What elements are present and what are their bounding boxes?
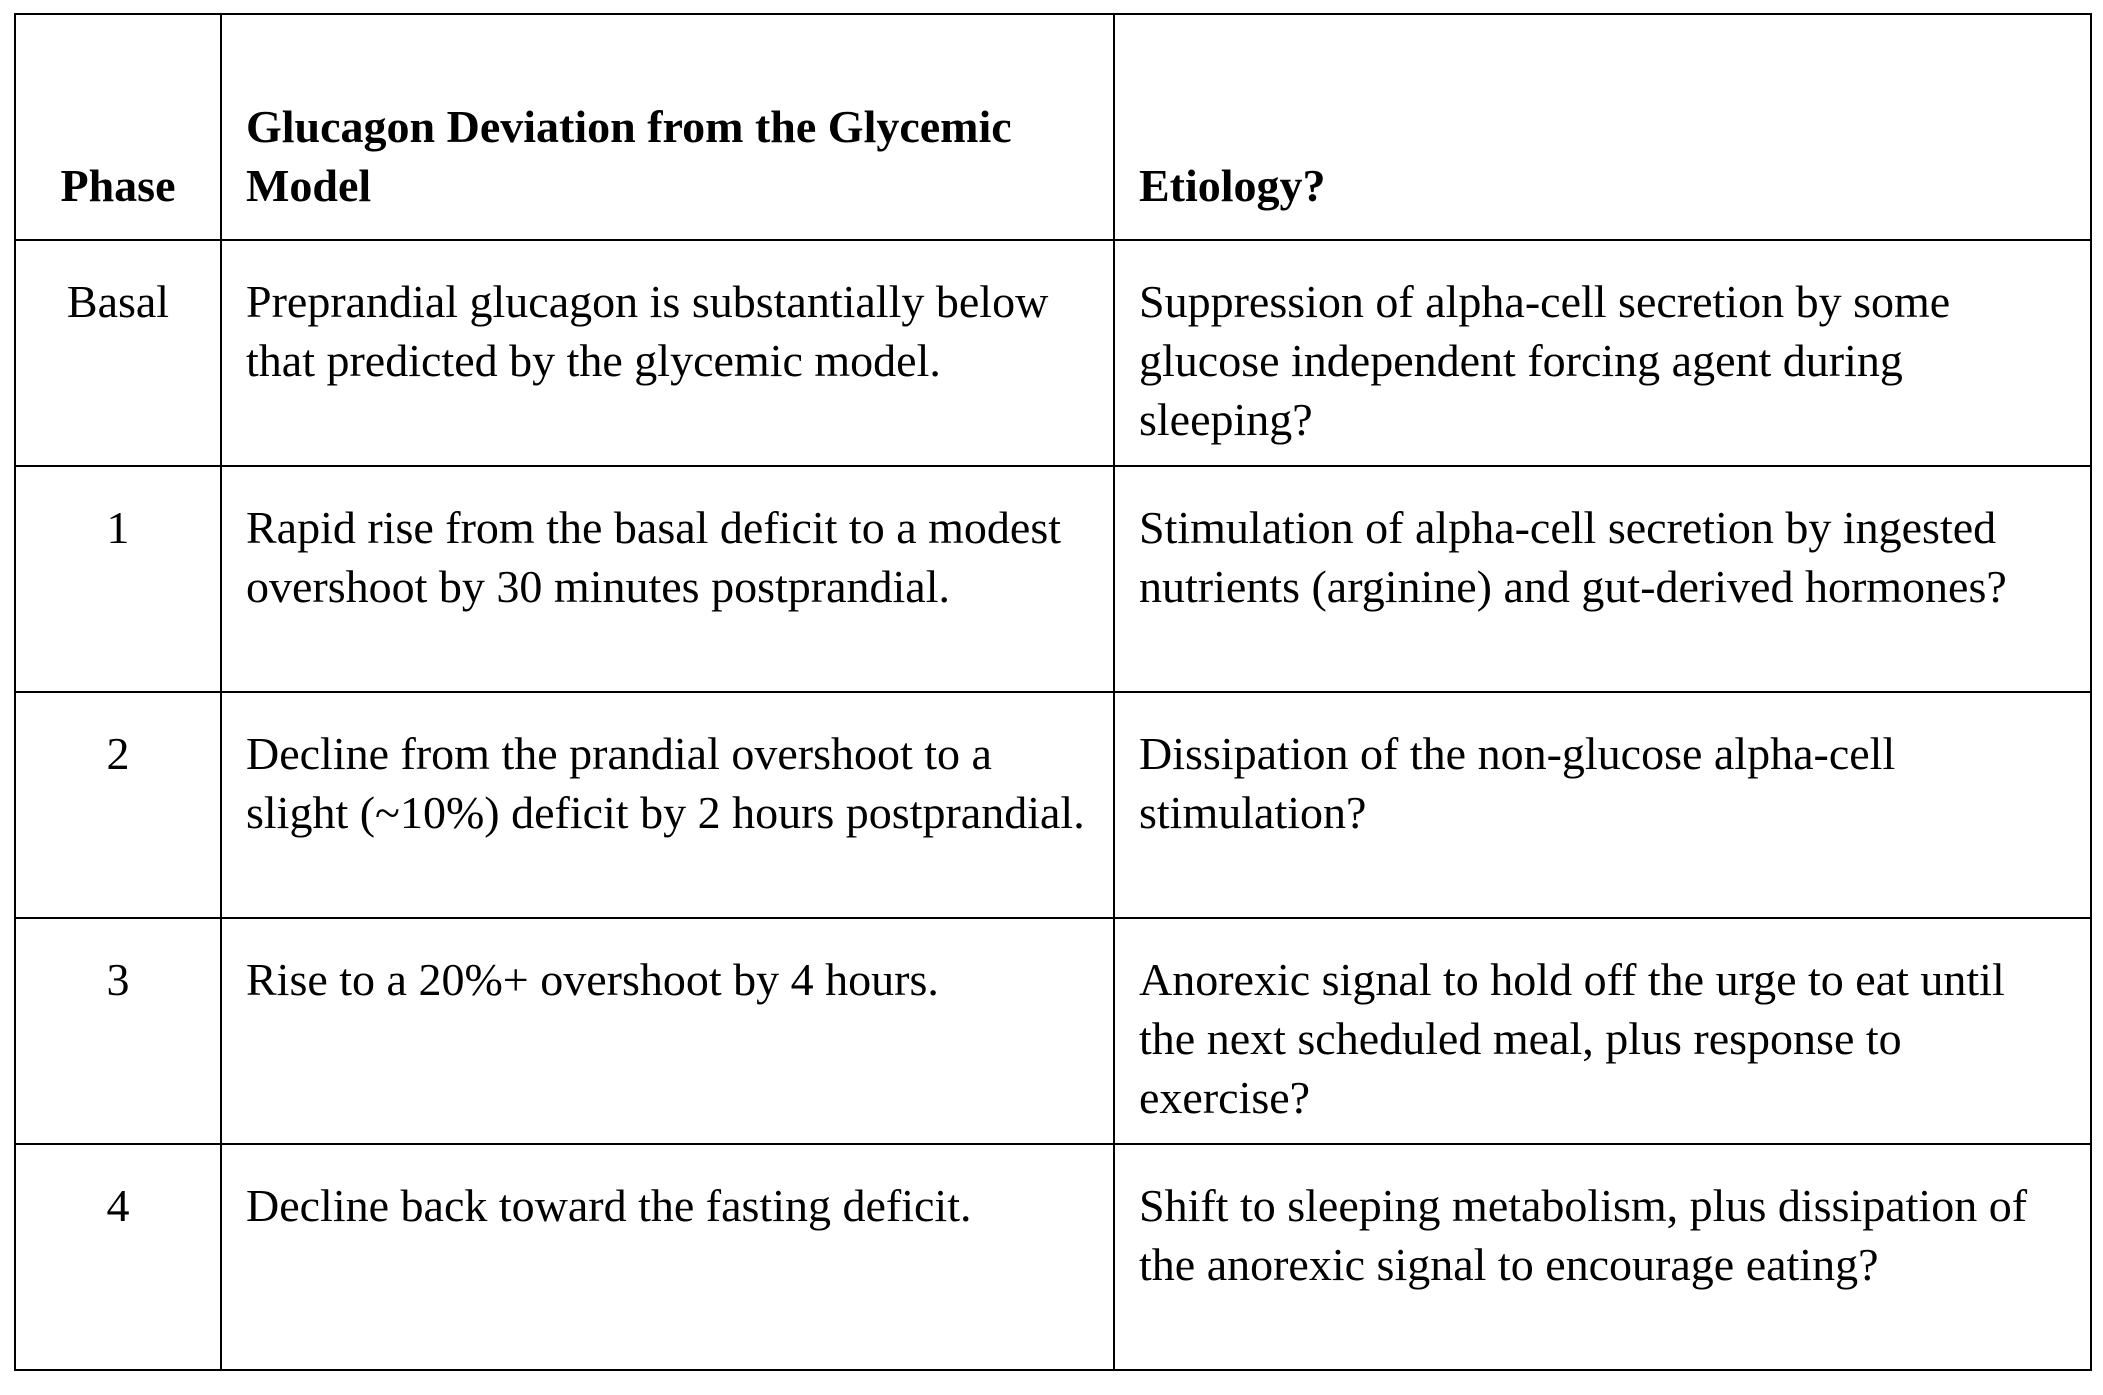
phase-cell: 3: [15, 918, 221, 1144]
deviation-cell: Decline back toward the fasting deficit.: [221, 1144, 1114, 1370]
etiology-cell: Stimulation of alpha-cell secretion by ingested nutrients (arginine) and gut-derived hormones?: [1114, 466, 2091, 692]
phase-cell: Basal: [15, 240, 221, 466]
table-row: [15, 1144, 2091, 1370]
deviation-cell: Preprandial glucagon is substantially below that predicted by the glycemic model.: [221, 240, 1114, 466]
etiology-cell: Dissipation of the non-glucose alpha-cell stimulation?: [1114, 692, 2091, 918]
header-phase: Phase: [15, 14, 221, 240]
phase-cell: 1: [15, 466, 221, 692]
header-deviation: Glucagon Deviation from the Glycemic Model: [221, 14, 1114, 240]
table-row: [15, 918, 2091, 1144]
phase-cell: 2: [15, 692, 221, 918]
etiology-cell: Anorexic signal to hold off the urge to eat until the next scheduled meal, plus response to exercise?: [1114, 918, 2091, 1144]
table-row: [15, 240, 2091, 466]
deviation-cell: Rapid rise from the basal deficit to a modest overshoot by 30 minutes postprandial.: [221, 466, 1114, 692]
header-row: [15, 14, 2091, 240]
phase-cell: 4: [15, 1144, 221, 1370]
deviation-cell: Rise to a 20%+ overshoot by 4 hours.: [221, 918, 1114, 1144]
table-row: [15, 692, 2091, 918]
table-body: [15, 240, 2091, 1370]
etiology-cell: Shift to sleeping metabolism, plus dissipation of the anorexic signal to encourage eating?: [1114, 1144, 2091, 1370]
glucagon-phase-table-container: [14, 13, 2092, 1371]
table-row: [15, 466, 2091, 692]
glucagon-phase-table: [14, 13, 2092, 1371]
deviation-cell: Decline from the prandial overshoot to a slight (~10%) deficit by 2 hours postprandial.: [221, 692, 1114, 918]
header-etiology: Etiology?: [1114, 14, 2091, 240]
table-header: [15, 14, 2091, 240]
etiology-cell: Suppression of alpha-cell secretion by some glucose independent forcing agent during sleeping?: [1114, 240, 2091, 466]
